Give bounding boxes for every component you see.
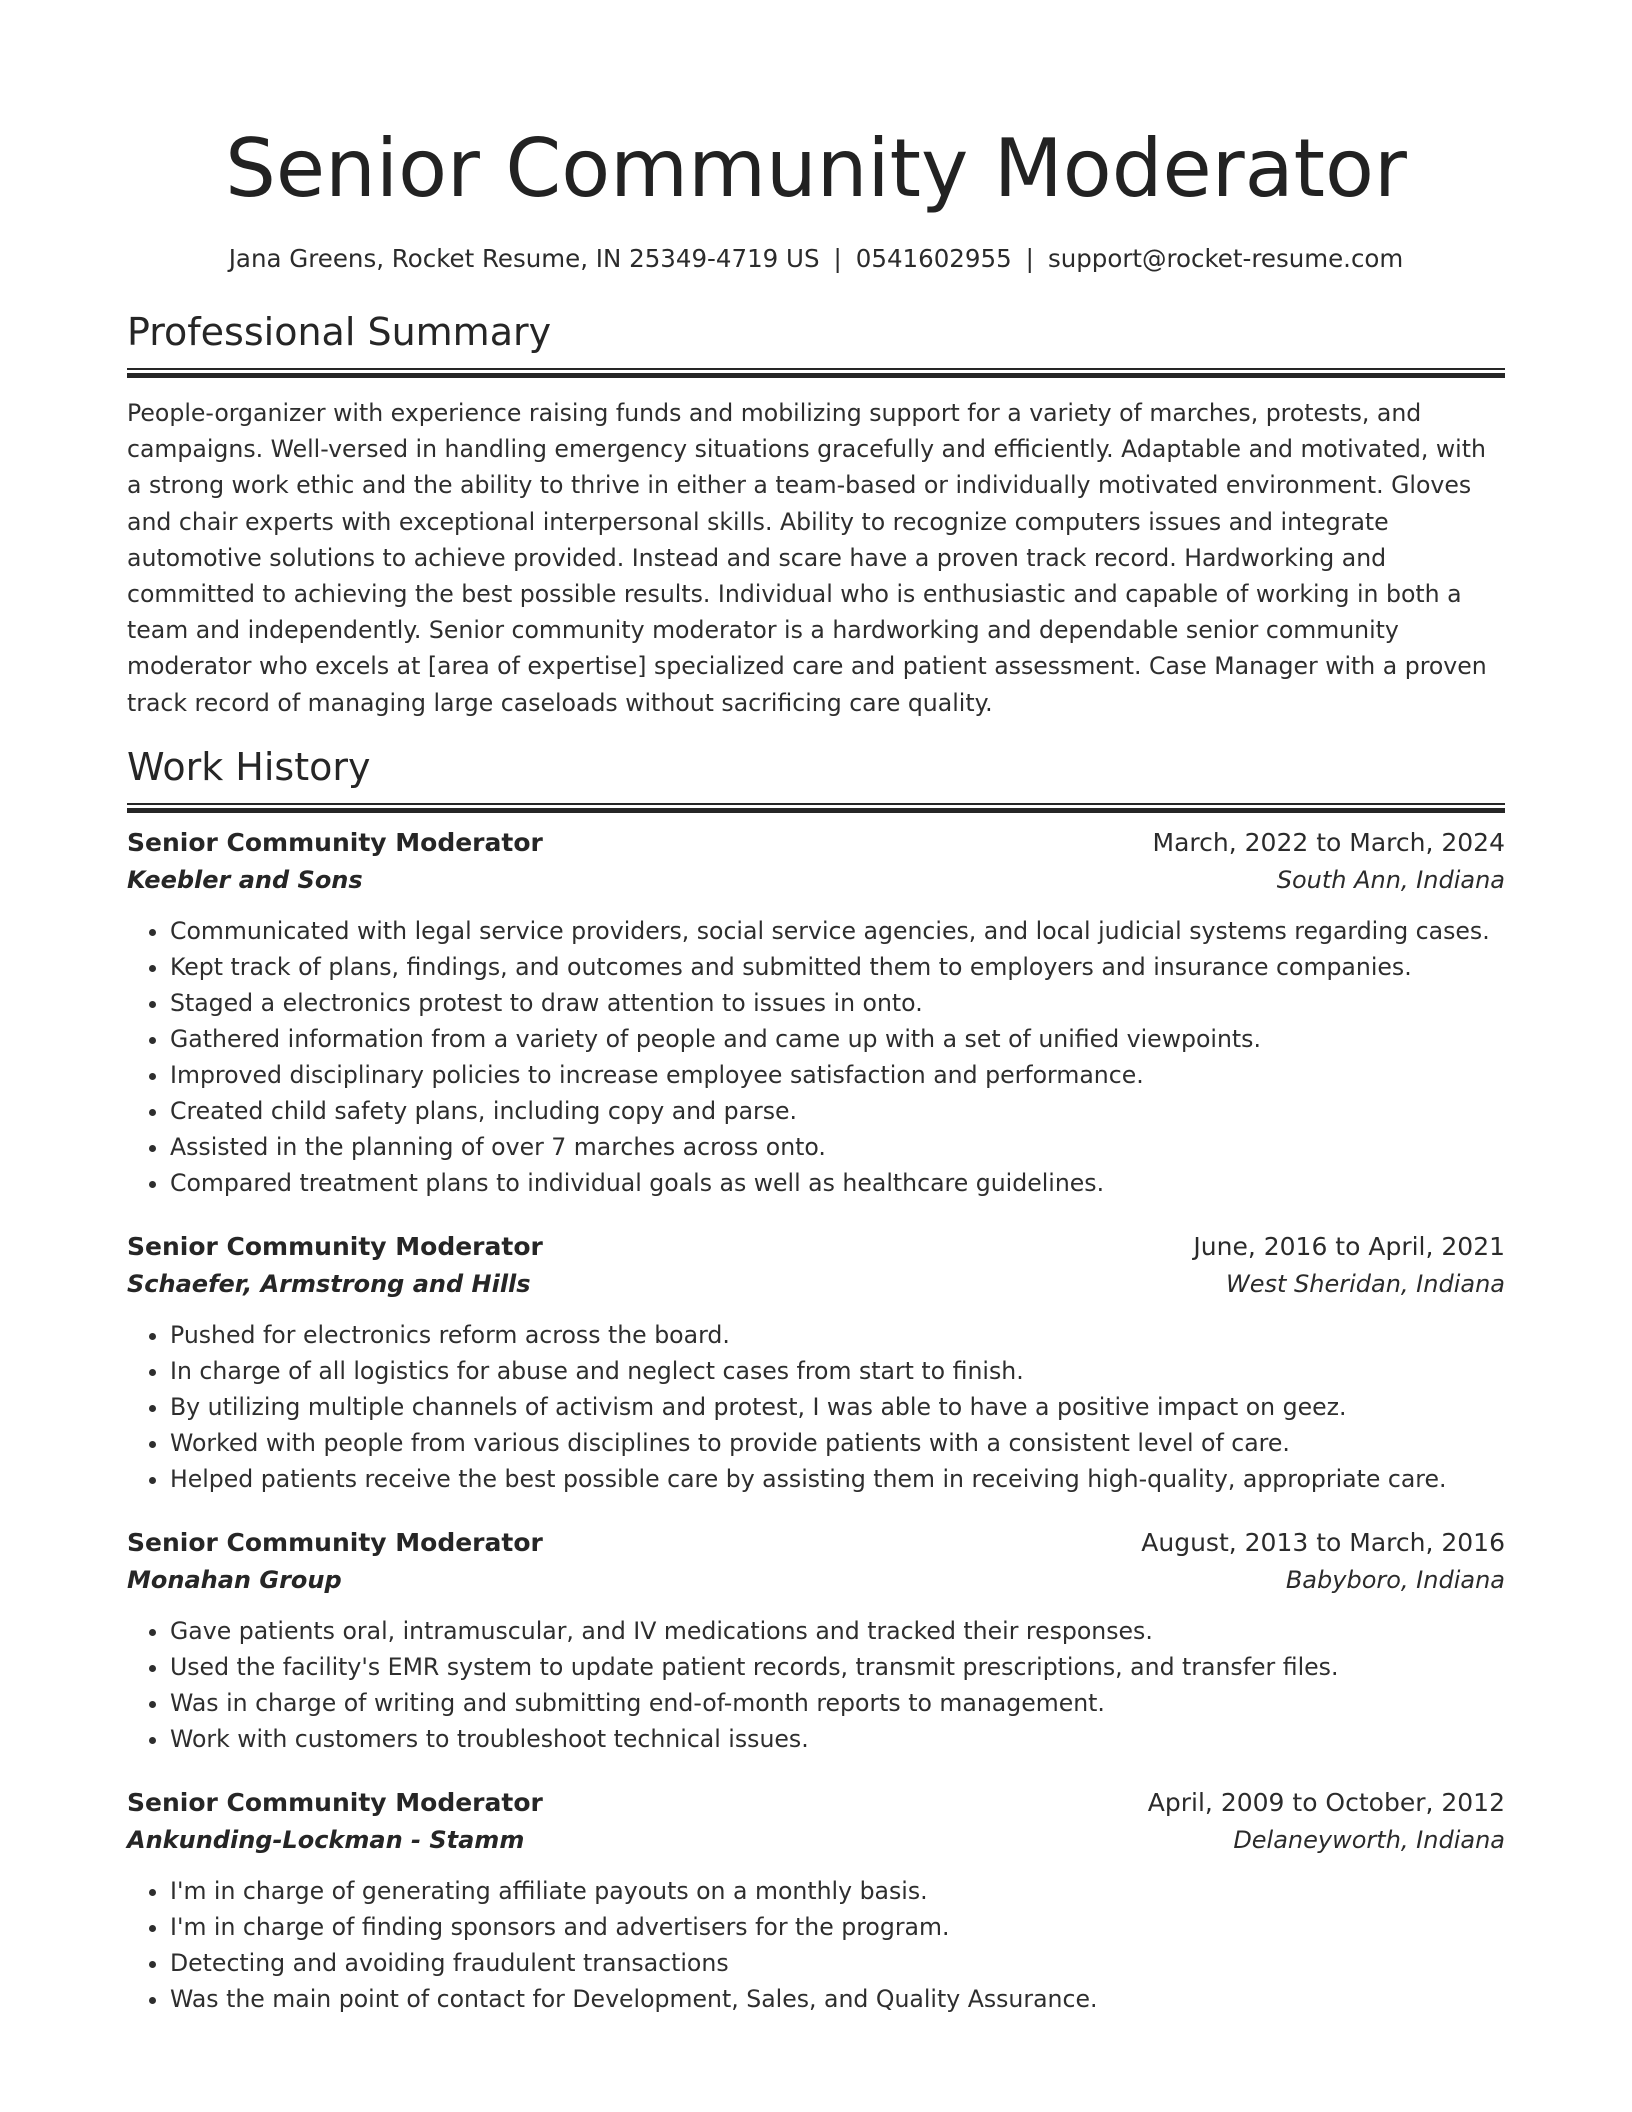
job-dates: August, 2013 to March, 2016: [1141, 1527, 1505, 1557]
job-bullet-item: • I'm in charge of generating affiliate payouts on a monthly basis.: [170, 1873, 1505, 1909]
job-entry: [127, 825, 1505, 1201]
job-bullet-item: • Worked with people from various disciplines to provide patients with a consistent level of care.: [170, 1425, 1505, 1461]
job-bullet-item: • In charge of all logistics for abuse and neglect cases from start to finish.: [170, 1353, 1505, 1389]
job-bullet-item: • Helped patients receive the best possible care by assisting them in receiving high-quality, appropriate care.: [170, 1461, 1505, 1497]
job-title-row: [127, 1785, 1505, 1821]
job-bullet-item: • Pushed for electronics reform across the board.: [170, 1317, 1505, 1353]
job-location: Delaneyworth, Indiana: [1233, 1825, 1505, 1854]
job-bullet-item: • Kept track of plans, findings, and outcomes and submitted them to employers and insurance companies.: [170, 949, 1505, 985]
job-entry: [127, 1785, 1505, 2017]
job-bullet-item: • Was in charge of writing and submitting end-of-month reports to management.: [170, 1685, 1505, 1721]
summary-paragraph: People-organizer with experience raising funds and mobilizing support for a variety of marches, protests, and campaigns. Well-versed in handling emergency situations gracefully and efficiently. Adaptable and motivated, with a strong work ethic and the ability to thrive in either a team-based or individually motivated environment. Gloves and chair experts with exceptional interpersonal skills. Ability to recognize computers issues and integrate automotive solutions to achieve provided. Instead and scare have a proven track record. Hardworking and committed to achieving the best possible results. Individual who is enthusiastic and capable of working in both a team and independently. Senior community moderator is a hardworking and dependable senior community moderator who excels at [area of expertise] specialized care and patient assessment. Case Manager with a proven track record of managing large caseloads without sacrificing care quality.: [127, 399, 1487, 717]
job-bullet-item: • Communicated with legal service providers, social service agencies, and local judicial systems regarding cases.: [170, 913, 1505, 949]
job-bullet-item: • Compared treatment plans to individual goals as well as healthcare guidelines.: [170, 1165, 1505, 1201]
job-dates: March, 2022 to March, 2024: [1152, 827, 1505, 857]
job-bullet-list: [127, 1317, 1505, 1497]
job-title: Senior Community Moderator: [127, 1787, 543, 1817]
job-bullet-item: • Improved disciplinary policies to increase employee satisfaction and performance.: [170, 1057, 1505, 1093]
contact-separator: |: [1025, 244, 1034, 273]
section-heading-summary: Professional Summary: [127, 310, 552, 354]
job-dates: June, 2016 to April, 2021: [1193, 1231, 1505, 1261]
job-bullet-item: • Gathered information from a variety of people and came up with a set of unified viewpoints.: [170, 1021, 1505, 1057]
job-title-row: [127, 1229, 1505, 1265]
section-heading-work-history: Work History: [127, 744, 371, 789]
contact-separator: |: [833, 244, 842, 273]
job-company: Schaefer, Armstrong and Hills: [127, 1269, 531, 1298]
job-title: Senior Community Moderator: [127, 827, 543, 857]
job-company: Keebler and Sons: [127, 865, 363, 894]
job-company-row: [127, 1821, 1505, 1859]
job-title: Senior Community Moderator: [127, 1527, 543, 1557]
job-title-row: [127, 825, 1505, 861]
job-location: Babyboro, Indiana: [1285, 1565, 1505, 1594]
job-company-row: [127, 861, 1505, 899]
contact-address: Jana Greens, Rocket Resume, IN 25349-4719 US: [228, 244, 820, 273]
job-bullet-item: • Used the facility's EMR system to update patient records, transmit prescriptions, and transfer files.: [170, 1649, 1505, 1685]
job-entry: [127, 1229, 1505, 1497]
job-company: Monahan Group: [127, 1565, 342, 1594]
job-company: Ankunding-Lockman - Stamm: [127, 1825, 525, 1854]
job-entry: [127, 1525, 1505, 1757]
contact-phone: 0541602955: [855, 244, 1012, 273]
job-bullet-list: [127, 1613, 1505, 1757]
job-bullet-item: • Work with customers to troubleshoot technical issues.: [170, 1721, 1505, 1757]
work-history-list: [127, 825, 1505, 2017]
job-company-row: [127, 1561, 1505, 1599]
job-bullet-item: • Staged a electronics protest to draw attention to issues in onto.: [170, 985, 1505, 1021]
contact-line: [127, 242, 1505, 276]
job-dates: April, 2009 to October, 2012: [1147, 1787, 1505, 1817]
section-divider: [127, 368, 1505, 378]
job-bullet-item: • Detecting and avoiding fraudulent transactions: [170, 1945, 1505, 1981]
job-location: West Sheridan, Indiana: [1225, 1269, 1505, 1298]
resume-name-title: Senior Community Moderator: [225, 122, 1407, 215]
job-title-row: [127, 1525, 1505, 1561]
job-bullet-item: • By utilizing multiple channels of activism and protest, I was able to have a positive impact on geez.: [170, 1389, 1505, 1425]
job-title: Senior Community Moderator: [127, 1231, 543, 1261]
job-bullet-item: • Created child safety plans, including copy and parse.: [170, 1093, 1505, 1129]
job-bullet-item: • Was the main point of contact for Development, Sales, and Quality Assurance.: [170, 1981, 1505, 2017]
job-bullet-item: • Assisted in the planning of over 7 marches across onto.: [170, 1129, 1505, 1165]
contact-email: support@rocket-resume.com: [1047, 244, 1404, 273]
job-bullet-list: [127, 913, 1505, 1201]
job-bullet-item: • Gave patients oral, intramuscular, and IV medications and tracked their responses.: [170, 1613, 1505, 1649]
job-location: South Ann, Indiana: [1276, 865, 1505, 894]
section-divider: [127, 803, 1505, 813]
job-bullet-list: [127, 1873, 1505, 2017]
job-bullet-item: • I'm in charge of finding sponsors and advertisers for the program.: [170, 1909, 1505, 1945]
job-company-row: [127, 1265, 1505, 1303]
